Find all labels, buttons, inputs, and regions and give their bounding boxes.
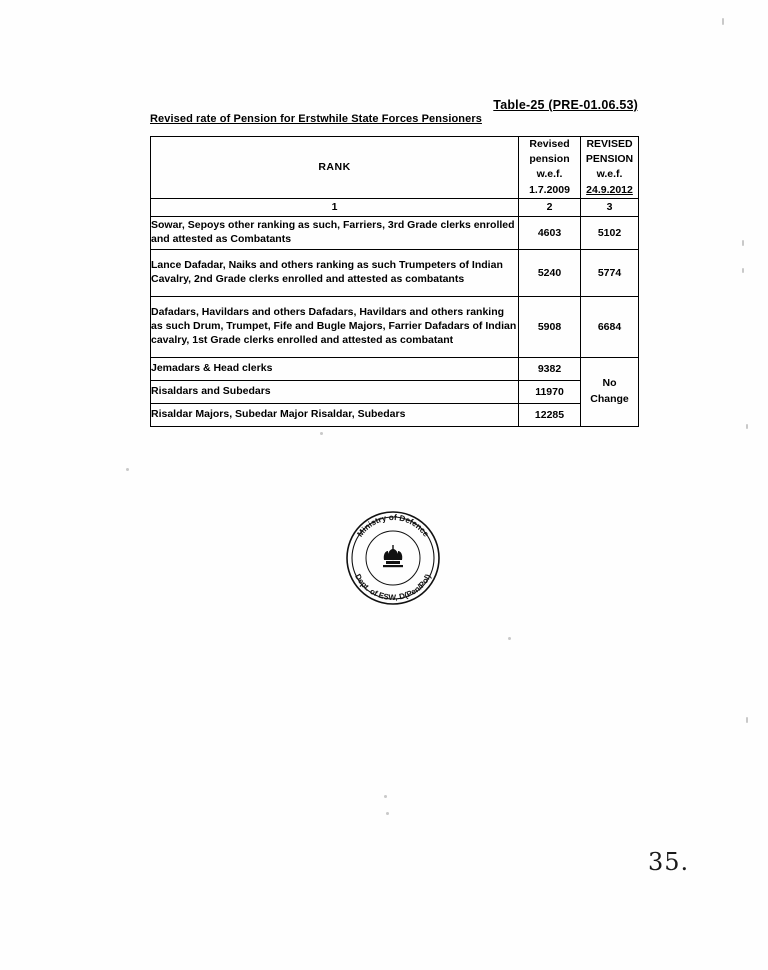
amount-2009: 12285 bbox=[519, 403, 581, 426]
table-row bbox=[151, 403, 639, 426]
header-revised-2012-line3: w.e.f. bbox=[596, 168, 623, 181]
amount-2012: 5102 bbox=[581, 216, 639, 249]
amount-2009: 11970 bbox=[519, 380, 581, 403]
header-revised-2012-line2: PENSION bbox=[585, 153, 634, 166]
header-revised-2009 bbox=[519, 137, 581, 199]
scan-speck bbox=[508, 637, 511, 640]
table-row bbox=[151, 380, 639, 403]
rank-text: Dafadars, Havildars and others Dafadars, Havildars and others ranking as such Drum, Trumpet, Fife and Bugle Majors, Farrier Dafadars of Indian cavalry, 1st Grade clerks enrolled and attested as combatant bbox=[151, 296, 519, 357]
svg-text:Ministry of Defence: Ministry of Defence bbox=[355, 512, 431, 539]
header-rank: RANK bbox=[151, 137, 519, 199]
scan-speck bbox=[126, 468, 129, 471]
scan-speck bbox=[746, 424, 748, 429]
pension-table-wrapper bbox=[150, 136, 638, 427]
table-row bbox=[151, 216, 639, 249]
official-stamp-icon bbox=[340, 505, 446, 611]
rank-text: Jemadars & Head clerks bbox=[151, 357, 519, 380]
column-number-2: 2 bbox=[519, 198, 581, 216]
svg-text:Dept. of ESW, D(Pen/Pol): Dept. of ESW, D(Pen/Pol) bbox=[353, 572, 433, 603]
table-title: Table-25 (PRE-01.06.53) bbox=[493, 98, 638, 112]
amount-2012: 6684 bbox=[581, 296, 639, 357]
amount-2009: 4603 bbox=[519, 216, 581, 249]
column-number-3: 3 bbox=[581, 198, 639, 216]
rank-text: Risaldars and Subedars bbox=[151, 380, 519, 403]
scan-speck bbox=[722, 18, 724, 25]
column-number-1: 1 bbox=[151, 198, 519, 216]
header-revised-2012-line4: 24.9.2012 bbox=[586, 183, 633, 196]
rank-text: Sowar, Sepoys other ranking as such, Farriers, 3rd Grade clerks enrolled and attested as Combatants bbox=[151, 216, 519, 249]
header-revised-2009-line1: Revised bbox=[529, 138, 570, 150]
table-header-row bbox=[151, 137, 639, 199]
table-row bbox=[151, 357, 639, 380]
document-subtitle: Revised rate of Pension for Erstwhile State Forces Pensioners bbox=[150, 113, 482, 125]
scan-speck bbox=[384, 795, 387, 798]
scan-speck bbox=[320, 432, 323, 435]
amount-2009: 9382 bbox=[519, 357, 581, 380]
table-row bbox=[151, 249, 639, 296]
no-change-note bbox=[581, 357, 639, 426]
header-revised-2009-line2: pension w.e.f. bbox=[529, 153, 570, 181]
amount-2009: 5908 bbox=[519, 296, 581, 357]
no-change-line2: Change bbox=[590, 392, 629, 405]
header-revised-2012-line1: REVISED bbox=[586, 138, 633, 150]
pension-table bbox=[150, 136, 639, 427]
column-number-row bbox=[151, 198, 639, 216]
scan-speck bbox=[742, 240, 744, 246]
amount-2012: 5774 bbox=[581, 249, 639, 296]
rank-text: Risaldar Majors, Subedar Major Risaldar, Subedars bbox=[151, 403, 519, 426]
table-row bbox=[151, 296, 639, 357]
header-revised-2009-line3: 1.7.2009 bbox=[529, 183, 570, 196]
no-change-line1: No bbox=[602, 377, 617, 390]
header-revised-2012 bbox=[581, 137, 639, 199]
scan-speck bbox=[746, 717, 748, 723]
amount-2009: 5240 bbox=[519, 249, 581, 296]
rank-text: Lance Dafadar, Naiks and others ranking as such Trumpeters of Indian Cavalry, 2nd Grade clerks enrolled and attested as combatants bbox=[151, 249, 519, 296]
page-number: 35. bbox=[648, 848, 690, 876]
scan-speck bbox=[742, 268, 744, 273]
scan-speck bbox=[386, 812, 389, 815]
